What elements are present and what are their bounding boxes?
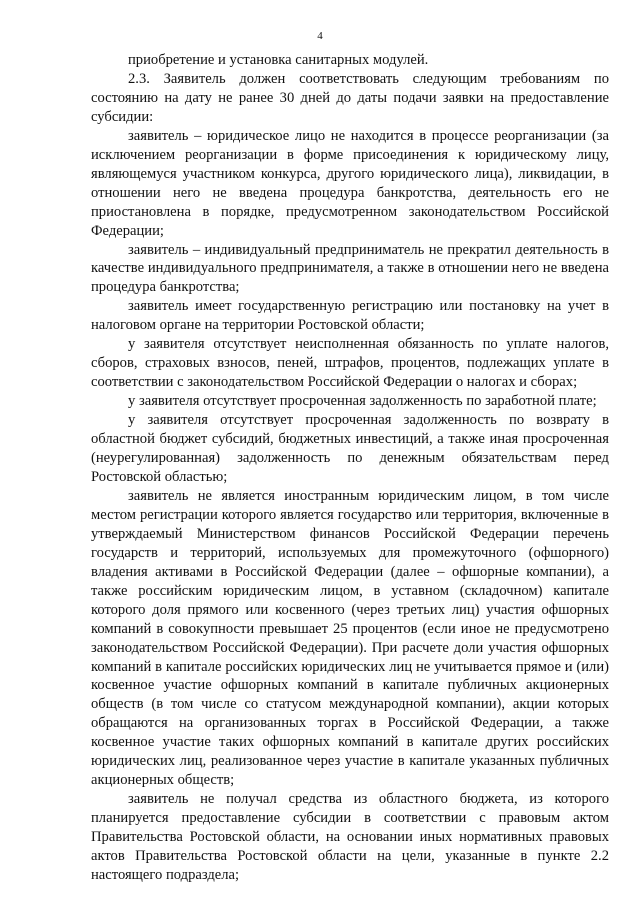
- paragraph-offshore: заявитель не является иностранным юридическим лицом, в том числе местом регистрации которого является государство или территория, включенные в утверждаемый Министерством финансов Российской Федерации перечень государств и территорий, используемых для промежуточного (офшорного) владения активами в Российской Федерации (далее – офшорные компании), а также российским юридическим лицом, в уставном (складочном) капитале которого доля прямого или косвенного (через третьих лиц) участия офшорных компаний в совокупности превышает 25 процентов (если иное не предусмотрено законодательством Российской Федерации). При расчете доли участия офшорных компаний в капитале российских юридических лиц не учитывается прямое и (или) косвенное участие офшорных компаний в капитале публичных акционерных обществ (в том числе со статусом международной компании), акции которых обращаются на организованных торгах в Российской Федерации, а также косвенное участие таких офшорных компаний в капитале других российских юридических лиц, реализованное через участие в капитале указанных публичных акционерных обществ;: [91, 487, 609, 789]
- paragraph-wages: у заявителя отсутствует просроченная задолженность по заработной плате;: [128, 393, 597, 410]
- paragraph-taxes: у заявителя отсутствует неисполненная обязанность по уплате налогов, сборов, страховых взносов, пеней, штрафов, процентов, подлежащих уплате в соответствии с законодательством Российской Федерации о налогах и сборах;: [91, 336, 609, 391]
- paragraph-legal-entity: заявитель – юридическое лицо не находится в процессе реорганизации (за исключением реорганизации в форме присоединения к юридическому лицу, являющемуся участником конкурса, другого юридического лица), ликвидации, в отношении него не введена процедура банкротства, деятельность его не приостановлена в порядке, предусмотренном законодательством Российской Федерации;: [91, 127, 609, 239]
- paragraph-registration: заявитель имеет государственную регистрацию или постановку на учет в налоговом органе на территории Ростовской области;: [91, 298, 609, 334]
- paragraph-no-funds: заявитель не получал средства из областного бюджета, из которого планируется предоставление субсидии в соответствии с правовым актом Правительства Ростовской области, на основании иных нормативных правовых актов Правительства Ростовской области на цели, указанные в пункте 2.2 настоящего подраздела;: [91, 791, 609, 883]
- document-body: [91, 51, 609, 885]
- paragraph-entrepreneur: заявитель – индивидуальный предприниматель не прекратил деятельность в качестве индивидуального предпринимателя, а также в отношении него не введена процедура банкротства;: [91, 241, 609, 296]
- paragraph-modules: приобретение и установка санитарных модулей.: [128, 52, 429, 68]
- paragraph-2-3-requirements: 2.3. Заявитель должен соответствовать следующим требованиям по состоянию на дату не ранее 30 дней до даты подачи заявки на предоставление субсидии:: [91, 70, 609, 125]
- page-number: 4: [317, 30, 323, 42]
- paragraph-budget-debt: у заявителя отсутствует просроченная задолженность по возврату в областной бюджет субсидий, бюджетных инвестиций, а также иная просроченная (неурегулированная) задолженность по денежным обязательствам перед Ростовской областью;: [91, 412, 609, 485]
